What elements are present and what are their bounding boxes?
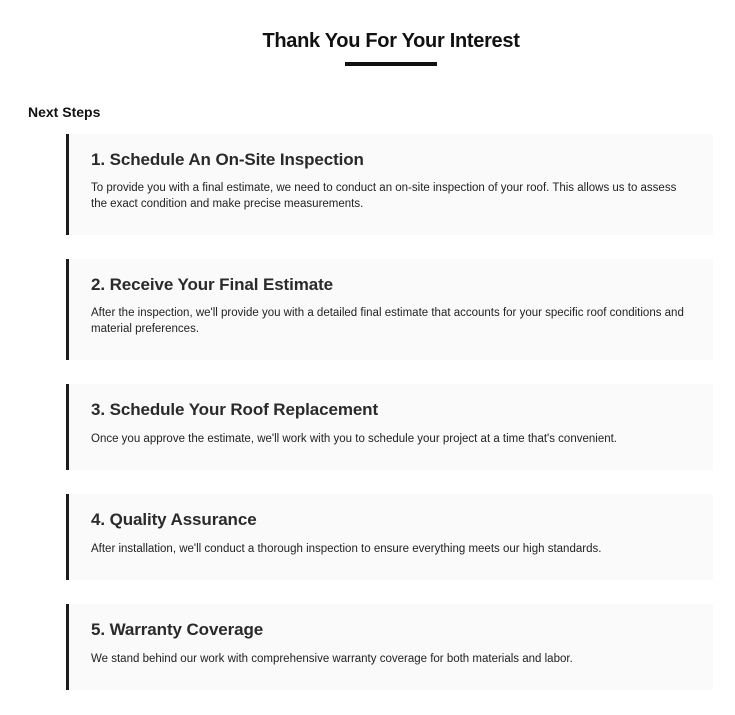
step-card bbox=[66, 494, 713, 580]
step-title: 5. Warranty Coverage bbox=[91, 620, 264, 639]
step-description: After installation, we'll conduct a thorough inspection to ensure everything meets our high standards. bbox=[91, 543, 602, 555]
step-title: 3. Schedule Your Roof Replacement bbox=[91, 400, 379, 419]
step-title: 2. Receive Your Final Estimate bbox=[91, 275, 334, 294]
step-description: After the inspection, we'll provide you with a detailed final estimate that accounts for your specific roof conditions and material preferences. bbox=[91, 307, 684, 335]
step-description: We stand behind our work with comprehensive warranty coverage for both materials and labor. bbox=[91, 653, 573, 665]
step-card bbox=[66, 259, 713, 360]
step-card bbox=[66, 134, 713, 235]
page-title: Thank You For Your Interest bbox=[262, 30, 520, 52]
step-title: 4. Quality Assurance bbox=[91, 510, 257, 529]
next-steps-heading: Next Steps bbox=[28, 104, 101, 120]
step-card bbox=[66, 604, 713, 690]
step-title: 1. Schedule An On-Site Inspection bbox=[91, 150, 364, 169]
step-description: To provide you with a final estimate, we need to conduct an on-site inspection of your roof. This allows us to assess the exact condition and make precise measurements. bbox=[91, 182, 677, 210]
title-underline bbox=[345, 62, 437, 66]
step-description: Once you approve the estimate, we'll work with you to schedule your project at a time that's convenient. bbox=[91, 433, 617, 445]
step-card bbox=[66, 384, 713, 470]
